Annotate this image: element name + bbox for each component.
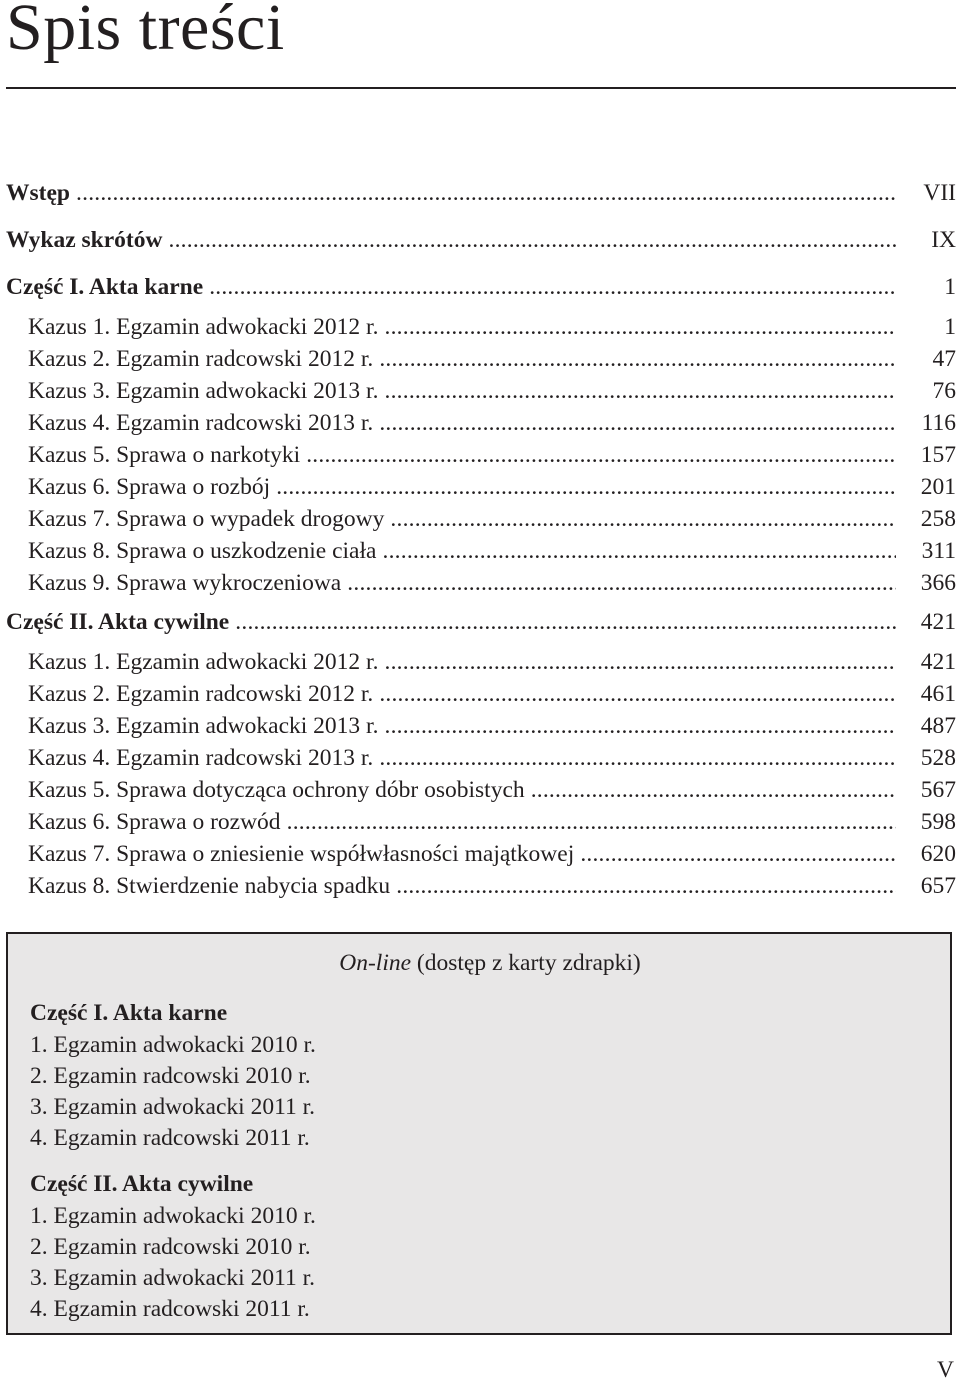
toc-entry-label: Kazus 5. Sprawa o narkotyki .....	[28, 439, 896, 471]
toc-entry-label: Kazus 4. Egzamin radcowski 2013 r. .....	[28, 742, 896, 774]
toc-entry	[6, 838, 956, 870]
toc-part-entry	[6, 217, 956, 264]
toc-entry-label: Kazus 8. Stwierdzenie nabycia spadku .....	[28, 870, 896, 902]
toc-entry-label: Kazus 7. Sprawa o zniesienie współwłasności majątkowej .....	[28, 838, 896, 870]
toc-part-entry	[6, 599, 956, 646]
title-rule	[6, 87, 956, 89]
toc-part-entry	[6, 170, 956, 217]
toc-entry-label: Kazus 4. Egzamin radcowski 2013 r. .....	[28, 407, 896, 439]
toc-entry	[6, 870, 956, 902]
toc-entry	[6, 535, 956, 567]
toc-entry-label: Wstęp .....	[6, 170, 896, 217]
toc-entry-page: 421	[920, 609, 956, 635]
toc-entry	[6, 567, 956, 599]
toc-entry-page: 258	[920, 506, 956, 532]
toc-entry	[6, 311, 956, 343]
toc-entry-page: 1	[944, 274, 956, 300]
toc-entry-label: Kazus 1. Egzamin adwokacki 2012 r. .....	[28, 311, 896, 343]
toc-entry-label: Kazus 6. Sprawa o rozwód .....	[28, 806, 896, 838]
online-part-title: Część I. Akta karne	[30, 1000, 228, 1026]
table-of-contents	[6, 170, 956, 902]
toc-part-entry	[6, 264, 956, 311]
online-part-title: Część II. Akta cywilne	[30, 1171, 254, 1197]
toc-entry-label: Kazus 3. Egzamin adwokacki 2013 r. .....	[28, 710, 896, 742]
toc-entry-label: Kazus 2. Egzamin radcowski 2012 r. .....	[28, 343, 896, 375]
online-heading	[8, 950, 950, 977]
online-list-item: 3. Egzamin adwokacki 2011 r.	[30, 1094, 315, 1120]
toc-entry	[6, 806, 956, 838]
toc-entry	[6, 503, 956, 535]
toc-entry-page: 657	[920, 873, 956, 899]
toc-entry	[6, 343, 956, 375]
online-list-item: 2. Egzamin radcowski 2010 r.	[30, 1234, 311, 1260]
toc-entry-label: Kazus 1. Egzamin adwokacki 2012 r. .....	[28, 646, 896, 678]
toc-entry-page: 1	[944, 314, 956, 340]
toc-entry	[6, 710, 956, 742]
page-title: Spis treści	[6, 0, 285, 64]
toc-entry-label: Część II. Akta cywilne .....	[6, 599, 896, 646]
toc-entry-label: Część I. Akta karne .....	[6, 264, 896, 311]
online-list-item: 4. Egzamin radcowski 2011 r.	[30, 1296, 310, 1322]
toc-entry-label: Kazus 6. Sprawa o rozbój .....	[28, 471, 896, 503]
toc-entry-page: 528	[920, 745, 956, 771]
toc-entry-page: 487	[920, 713, 956, 739]
toc-entry	[6, 439, 956, 471]
online-heading-italic: On-line	[339, 950, 412, 976]
toc-entry-page: 366	[920, 570, 956, 596]
toc-entry-page: 421	[920, 649, 956, 675]
toc-entry-page: 76	[932, 378, 956, 404]
toc-entry-label: Kazus 8. Sprawa o uszkodzenie ciała .....	[28, 535, 896, 567]
toc-entry-label: Wykaz skrótów .....	[6, 217, 896, 264]
online-list-item: 3. Egzamin adwokacki 2011 r.	[30, 1265, 315, 1291]
toc-entry-label: Kazus 7. Sprawa o wypadek drogowy .....	[28, 503, 896, 535]
toc-entry	[6, 774, 956, 806]
online-heading-rest: (dostęp z karty zdrapki)	[411, 950, 641, 976]
toc-entry-label: Kazus 2. Egzamin radcowski 2012 r. .....	[28, 678, 896, 710]
online-list-item: 4. Egzamin radcowski 2011 r.	[30, 1125, 310, 1151]
toc-entry	[6, 678, 956, 710]
page-number: V	[937, 1357, 954, 1383]
toc-entry	[6, 375, 956, 407]
toc-entry	[6, 646, 956, 678]
online-box	[6, 932, 952, 1335]
toc-entry	[6, 471, 956, 503]
toc-entry-page: 461	[920, 681, 956, 707]
toc-entry-page: 201	[920, 474, 956, 500]
toc-entry-label: Kazus 5. Sprawa dotycząca ochrony dóbr osobistych .....	[28, 774, 896, 806]
toc-entry	[6, 742, 956, 774]
online-list	[30, 994, 316, 1325]
toc-entry-label: Kazus 3. Egzamin adwokacki 2013 r. .....	[28, 375, 896, 407]
toc-entry-page: 157	[920, 442, 956, 468]
toc-entry-label: Kazus 9. Sprawa wykroczeniowa .....	[28, 567, 896, 599]
toc-entry-page: VII	[923, 180, 956, 206]
toc-entry	[6, 407, 956, 439]
toc-entry-page: 311	[921, 538, 956, 564]
online-list-item: 2. Egzamin radcowski 2010 r.	[30, 1063, 311, 1089]
toc-entry-page: 116	[921, 410, 956, 436]
toc-entry-page: 598	[920, 809, 956, 835]
toc-entry-page: 620	[920, 841, 956, 867]
toc-entry-page: 567	[920, 777, 956, 803]
online-list-item: 1. Egzamin adwokacki 2010 r.	[30, 1032, 316, 1058]
toc-entry-page: IX	[931, 227, 956, 253]
online-list-item: 1. Egzamin adwokacki 2010 r.	[30, 1203, 316, 1229]
toc-entry-page: 47	[932, 346, 956, 372]
